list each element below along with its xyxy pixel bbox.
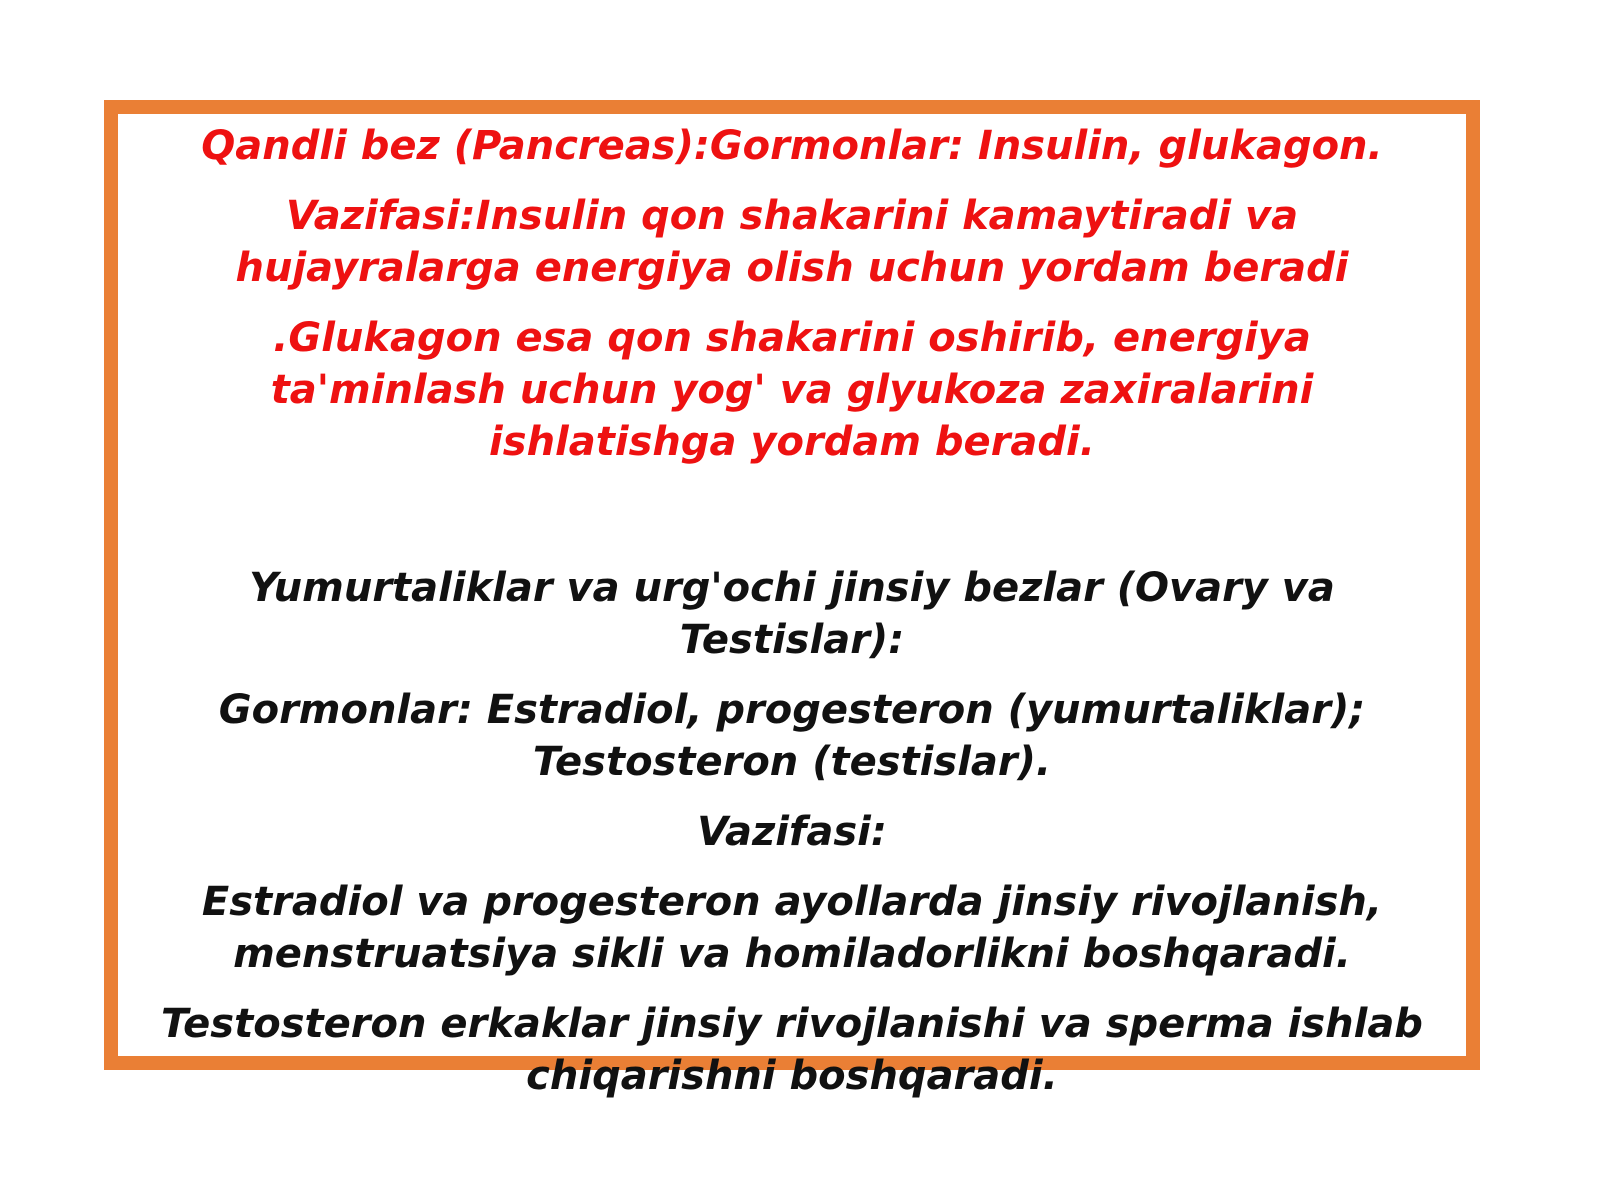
- slide-frame: [104, 100, 1480, 1099]
- pancreas-title: Qandli bez (Pancreas):Gormonlar: Insulin, glukagon.: [201, 123, 1383, 169]
- slide-content: [158, 114, 1426, 1102]
- estradiol-function: Estradiol va progesteron ayollarda jinsiy rivojlanish, menstruatsiya sikli va homiladorlikni boshqaradi.: [201, 879, 1383, 977]
- gonads-function-label: Vazifasi:: [697, 809, 887, 855]
- gonads-title: Yumurtaliklar va urg'ochi jinsiy bezlar (Ovary va Testislar):: [249, 565, 1335, 663]
- insulin-function: Vazifasi:Insulin qon shakarini kamaytiradi va hujayralarga energiya olish uchun yordam beradi: [235, 193, 1349, 291]
- glucagon-function: .Glukagon esa qon shakarini oshirib, energiya ta'minlash uchun yog' va glyukoza zaxiralarini ishlatishga yordam beradi.: [270, 315, 1314, 465]
- testosterone-function: Testosteron erkaklar jinsiy rivojlanishi va sperma ishlab chiqarishni boshqaradi.: [161, 1001, 1423, 1099]
- gonads-hormones: Gormonlar: Estradiol, progesteron (yumurtaliklar); Testosteron (testislar).: [218, 687, 1366, 785]
